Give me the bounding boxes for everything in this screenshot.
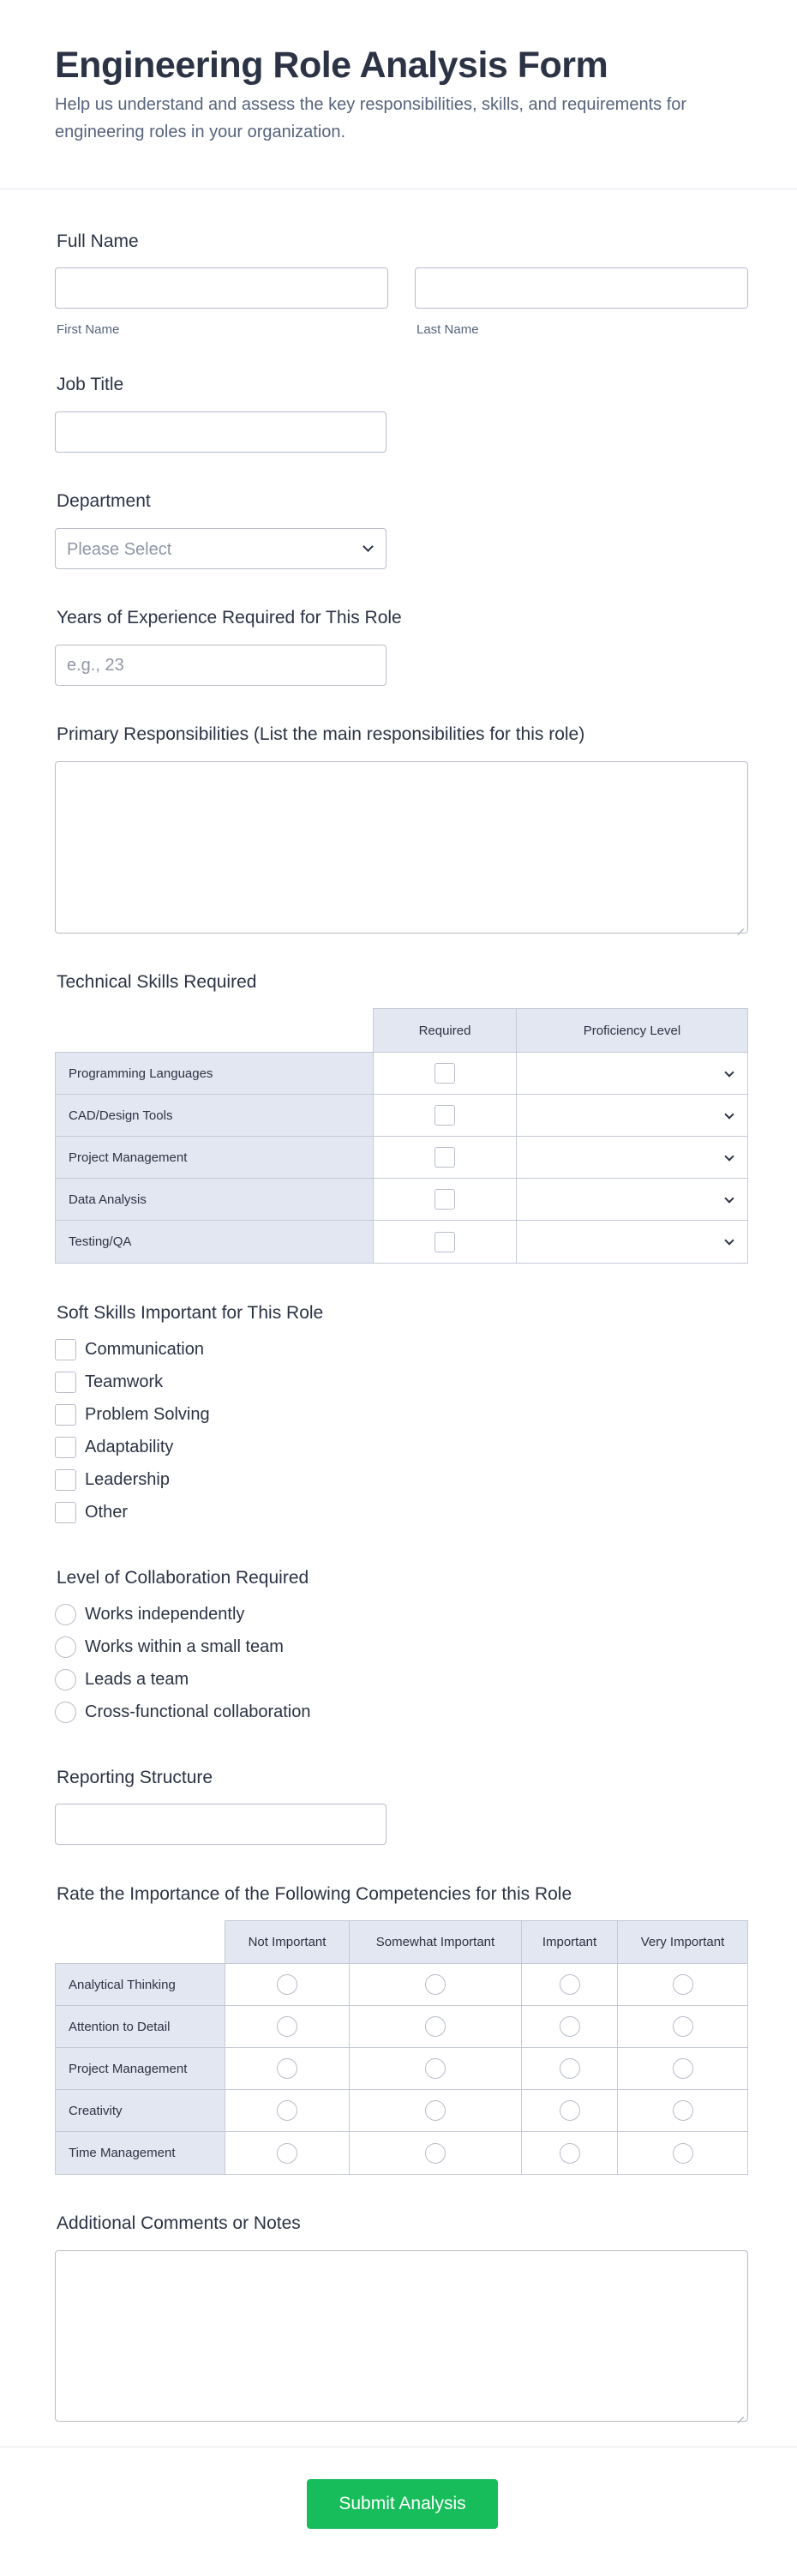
collaboration-option[interactable]	[55, 1702, 310, 1723]
rating-radio[interactable]	[673, 1974, 693, 1995]
soft-skill-option[interactable]	[55, 1404, 210, 1426]
rating-cell	[617, 2131, 748, 2175]
rating-radio[interactable]	[425, 1974, 446, 1995]
rating-cell	[349, 2005, 522, 2048]
tech-column-header: Proficiency Level	[516, 1008, 748, 1053]
rating-radio[interactable]	[673, 2143, 693, 2164]
rating-cell	[349, 1963, 522, 2006]
rating-radio[interactable]	[277, 2016, 297, 2037]
soft-skill-option[interactable]	[55, 1339, 204, 1360]
form-title: Engineering Role Analysis Form	[55, 45, 608, 86]
rating-radio[interactable]	[425, 2016, 446, 2037]
rating-cell	[349, 2047, 522, 2090]
rating-cell	[225, 2131, 350, 2175]
tech-required-cell	[373, 1052, 517, 1095]
competency-column-header: Somewhat Important	[349, 1920, 522, 1964]
department-selected-value: Please Select	[67, 540, 172, 559]
option-label: Problem Solving	[85, 1405, 210, 1424]
experience-input[interactable]	[55, 645, 387, 686]
resize-grip-icon[interactable]	[737, 922, 744, 929]
chevron-down-icon	[724, 1151, 734, 1161]
competency-row-label: Analytical Thinking	[55, 1963, 225, 2006]
rating-radio[interactable]	[277, 2143, 297, 2164]
department-label: Department	[57, 491, 151, 511]
job-title-input[interactable]	[55, 411, 387, 453]
chevron-down-icon	[724, 1067, 734, 1077]
soft-skill-option[interactable]	[55, 1437, 173, 1458]
tech-row-label: Project Management	[55, 1136, 374, 1179]
submit-button[interactable]: Submit Analysis	[307, 2479, 498, 2529]
collaboration-option[interactable]	[55, 1604, 244, 1625]
collaboration-option[interactable]	[55, 1669, 189, 1690]
radio-button[interactable]	[55, 1636, 76, 1658]
option-label: Works within a small team	[85, 1637, 284, 1656]
option-label: Other	[85, 1503, 129, 1522]
competencies-label: Rate the Importance of the Following Competencies for this Role	[57, 1884, 572, 1904]
checkbox[interactable]	[55, 1469, 76, 1491]
rating-cell	[349, 2131, 522, 2175]
rating-cell	[225, 2005, 350, 2048]
option-label: Communication	[85, 1340, 204, 1359]
option-label: Leadership	[85, 1470, 170, 1489]
option-label: Adaptability	[85, 1438, 174, 1456]
first-name-sublabel: First Name	[57, 322, 120, 337]
rating-radio[interactable]	[560, 2143, 580, 2164]
proficiency-select[interactable]	[516, 1136, 748, 1179]
responsibilities-textarea[interactable]	[55, 761, 748, 934]
technical-skills-label: Technical Skills Required	[57, 972, 257, 992]
rating-radio[interactable]	[425, 2143, 446, 2164]
proficiency-select[interactable]	[516, 1220, 748, 1264]
radio-button[interactable]	[55, 1702, 76, 1723]
radio-button[interactable]	[55, 1669, 76, 1690]
collaboration-option[interactable]	[55, 1636, 284, 1658]
tech-required-cell	[373, 1136, 517, 1179]
tech-row-label: CAD/Design Tools	[55, 1094, 374, 1137]
comments-label: Additional Comments or Notes	[57, 2213, 301, 2233]
rating-cell	[617, 2005, 748, 2048]
job-title-label: Job Title	[57, 375, 124, 394]
responsibilities-label: Primary Responsibilities (List the main responsibilities for this role)	[57, 724, 585, 744]
competency-row-label: Time Management	[55, 2131, 225, 2175]
tech-row-label: Data Analysis	[55, 1178, 374, 1221]
competency-row-label: Project Management	[55, 2047, 225, 2090]
tech-required-cell	[373, 1220, 517, 1264]
rating-radio[interactable]	[560, 2100, 580, 2121]
tech-required-cell	[373, 1094, 517, 1137]
comments-textarea[interactable]	[55, 2250, 748, 2422]
rating-cell	[225, 1963, 350, 2006]
checkbox[interactable]	[55, 1372, 76, 1393]
reporting-label: Reporting Structure	[57, 1768, 213, 1787]
first-name-input[interactable]	[55, 267, 388, 309]
rating-cell	[521, 2131, 618, 2175]
chevron-down-icon	[363, 541, 374, 552]
rating-radio[interactable]	[673, 2100, 693, 2121]
competency-column-header: Important	[521, 1920, 618, 1964]
rating-cell	[521, 2005, 618, 2048]
required-checkbox[interactable]	[434, 1063, 455, 1084]
required-checkbox[interactable]	[434, 1105, 455, 1126]
required-checkbox[interactable]	[434, 1189, 455, 1210]
collaboration-label: Level of Collaboration Required	[57, 1568, 309, 1588]
competency-row-label: Creativity	[55, 2089, 225, 2132]
checkbox[interactable]	[55, 1437, 76, 1458]
proficiency-select[interactable]	[516, 1178, 748, 1221]
rating-radio[interactable]	[560, 2058, 580, 2079]
department-select[interactable]	[55, 528, 387, 569]
option-label: Teamwork	[85, 1372, 164, 1391]
option-label: Cross-functional collaboration	[85, 1702, 311, 1721]
form-header	[0, 0, 797, 189]
checkbox[interactable]	[55, 1404, 76, 1426]
chevron-down-icon	[724, 1235, 734, 1245]
rating-radio[interactable]	[673, 2058, 693, 2079]
rating-cell	[521, 2089, 618, 2132]
chevron-down-icon	[724, 1193, 734, 1203]
rating-cell	[521, 1963, 618, 2006]
tech-required-cell	[373, 1178, 517, 1221]
rating-cell	[521, 2047, 618, 2090]
full-name-label: Full Name	[57, 231, 139, 251]
rating-radio[interactable]	[673, 2016, 693, 2037]
rating-radio[interactable]	[425, 2100, 446, 2121]
proficiency-select[interactable]	[516, 1052, 748, 1095]
competency-column-header: Very Important	[617, 1920, 748, 1964]
chevron-down-icon	[724, 1109, 734, 1119]
rating-radio[interactable]	[560, 1974, 580, 1995]
soft-skills-label: Soft Skills Important for This Role	[57, 1303, 324, 1323]
soft-skill-option[interactable]	[55, 1502, 128, 1523]
proficiency-select[interactable]	[516, 1094, 748, 1137]
tech-row-label: Programming Languages	[55, 1052, 374, 1095]
last-name-sublabel: Last Name	[416, 322, 479, 337]
rating-radio[interactable]	[560, 2016, 580, 2037]
resize-grip-icon[interactable]	[737, 2411, 744, 2417]
rating-cell	[617, 2089, 748, 2132]
rating-radio[interactable]	[277, 2100, 297, 2121]
last-name-input[interactable]	[415, 267, 748, 309]
competency-column-header: Not Important	[225, 1920, 350, 1964]
checkbox[interactable]	[55, 1339, 76, 1360]
rating-cell	[617, 1963, 748, 2006]
tech-column-header: Required	[373, 1008, 517, 1053]
soft-skill-option[interactable]	[55, 1372, 163, 1393]
rating-radio[interactable]	[425, 2058, 446, 2079]
rating-cell	[225, 2089, 350, 2132]
rating-radio[interactable]	[277, 2058, 297, 2079]
reporting-input[interactable]	[55, 1804, 387, 1845]
required-checkbox[interactable]	[434, 1147, 455, 1168]
rating-cell	[225, 2047, 350, 2090]
rating-cell	[617, 2047, 748, 2090]
radio-button[interactable]	[55, 1604, 76, 1625]
option-label: Leads a team	[85, 1670, 189, 1689]
tech-row-label: Testing/QA	[55, 1220, 374, 1264]
checkbox[interactable]	[55, 1502, 76, 1523]
soft-skill-option[interactable]	[55, 1469, 170, 1491]
option-label: Works independently	[85, 1605, 245, 1624]
rating-cell	[349, 2089, 522, 2132]
form-subtitle: Help us understand and assess the key responsibilities, skills, and requirements for engineering roles in your organization.	[55, 95, 687, 141]
competency-row-label: Attention to Detail	[55, 2005, 225, 2048]
rating-radio[interactable]	[277, 1974, 297, 1995]
required-checkbox[interactable]	[434, 1232, 455, 1252]
experience-label: Years of Experience Required for This Role	[57, 608, 402, 627]
